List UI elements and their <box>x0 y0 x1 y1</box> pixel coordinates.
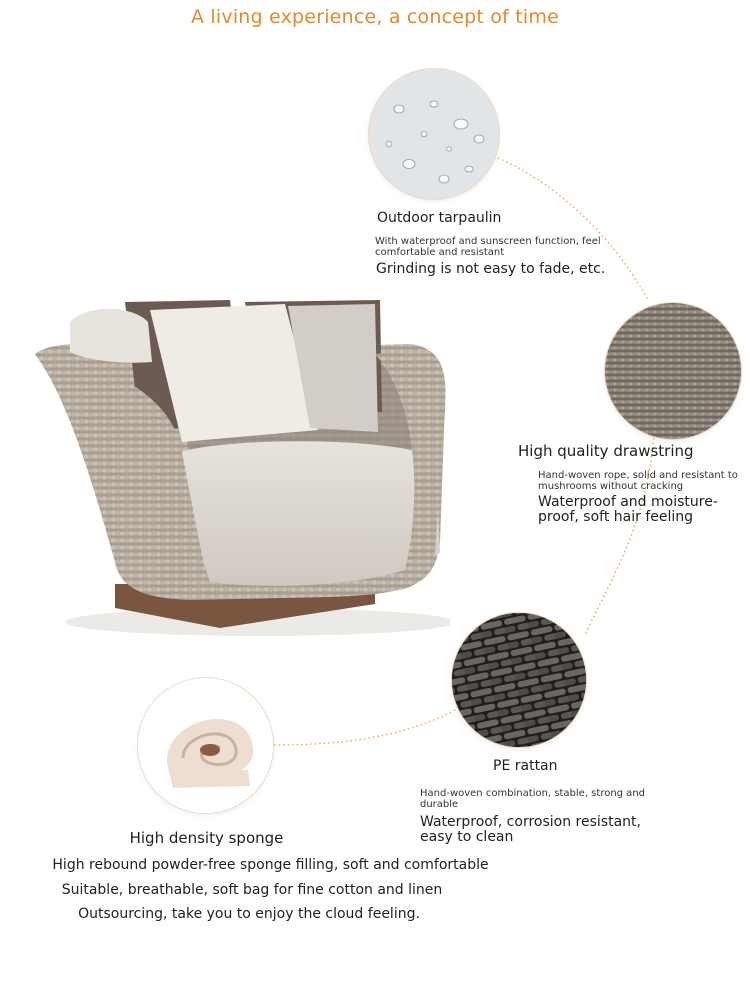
sponge-line-1: High rebound powder-free sponge filling, soft and comfortable <box>52 857 489 873</box>
page-title: A living experience, a concept of time <box>190 6 559 28</box>
woven-rope-image <box>605 303 741 439</box>
drawstring-text: Waterproof and moisture-proof, soft hair feeling <box>538 494 718 525</box>
pe-rattan-image <box>452 613 586 747</box>
sponge-line-2: Suitable, breathable, soft bag for fine cotton and linen <box>61 882 443 898</box>
tarpaulin-heading: Outdoor tarpaulin <box>377 210 502 226</box>
water-droplets-image <box>369 69 499 199</box>
sponge-heading: High density sponge <box>129 829 284 847</box>
sponge-roll-image <box>138 678 273 813</box>
tarpaulin-text: Grinding is not easy to fade, etc. <box>376 261 606 277</box>
rattan-detail: Hand-woven combination, stable, strong and durable <box>420 788 645 810</box>
drawstring-detail: Hand-woven rope, solid and resistant to mushrooms without cracking <box>538 470 738 492</box>
tarpaulin-detail: With waterproof and sunscreen function, feel comfortable and resistant <box>375 236 601 258</box>
rattan-heading: PE rattan <box>493 758 558 774</box>
armchair-image <box>30 292 450 642</box>
rattan-text: Waterproof, corrosion resistant, easy to clean <box>420 814 641 845</box>
drawstring-heading: High quality drawstring <box>518 442 694 460</box>
sponge-line-3: Outsourcing, take you to enjoy the cloud feeling. <box>78 906 420 922</box>
